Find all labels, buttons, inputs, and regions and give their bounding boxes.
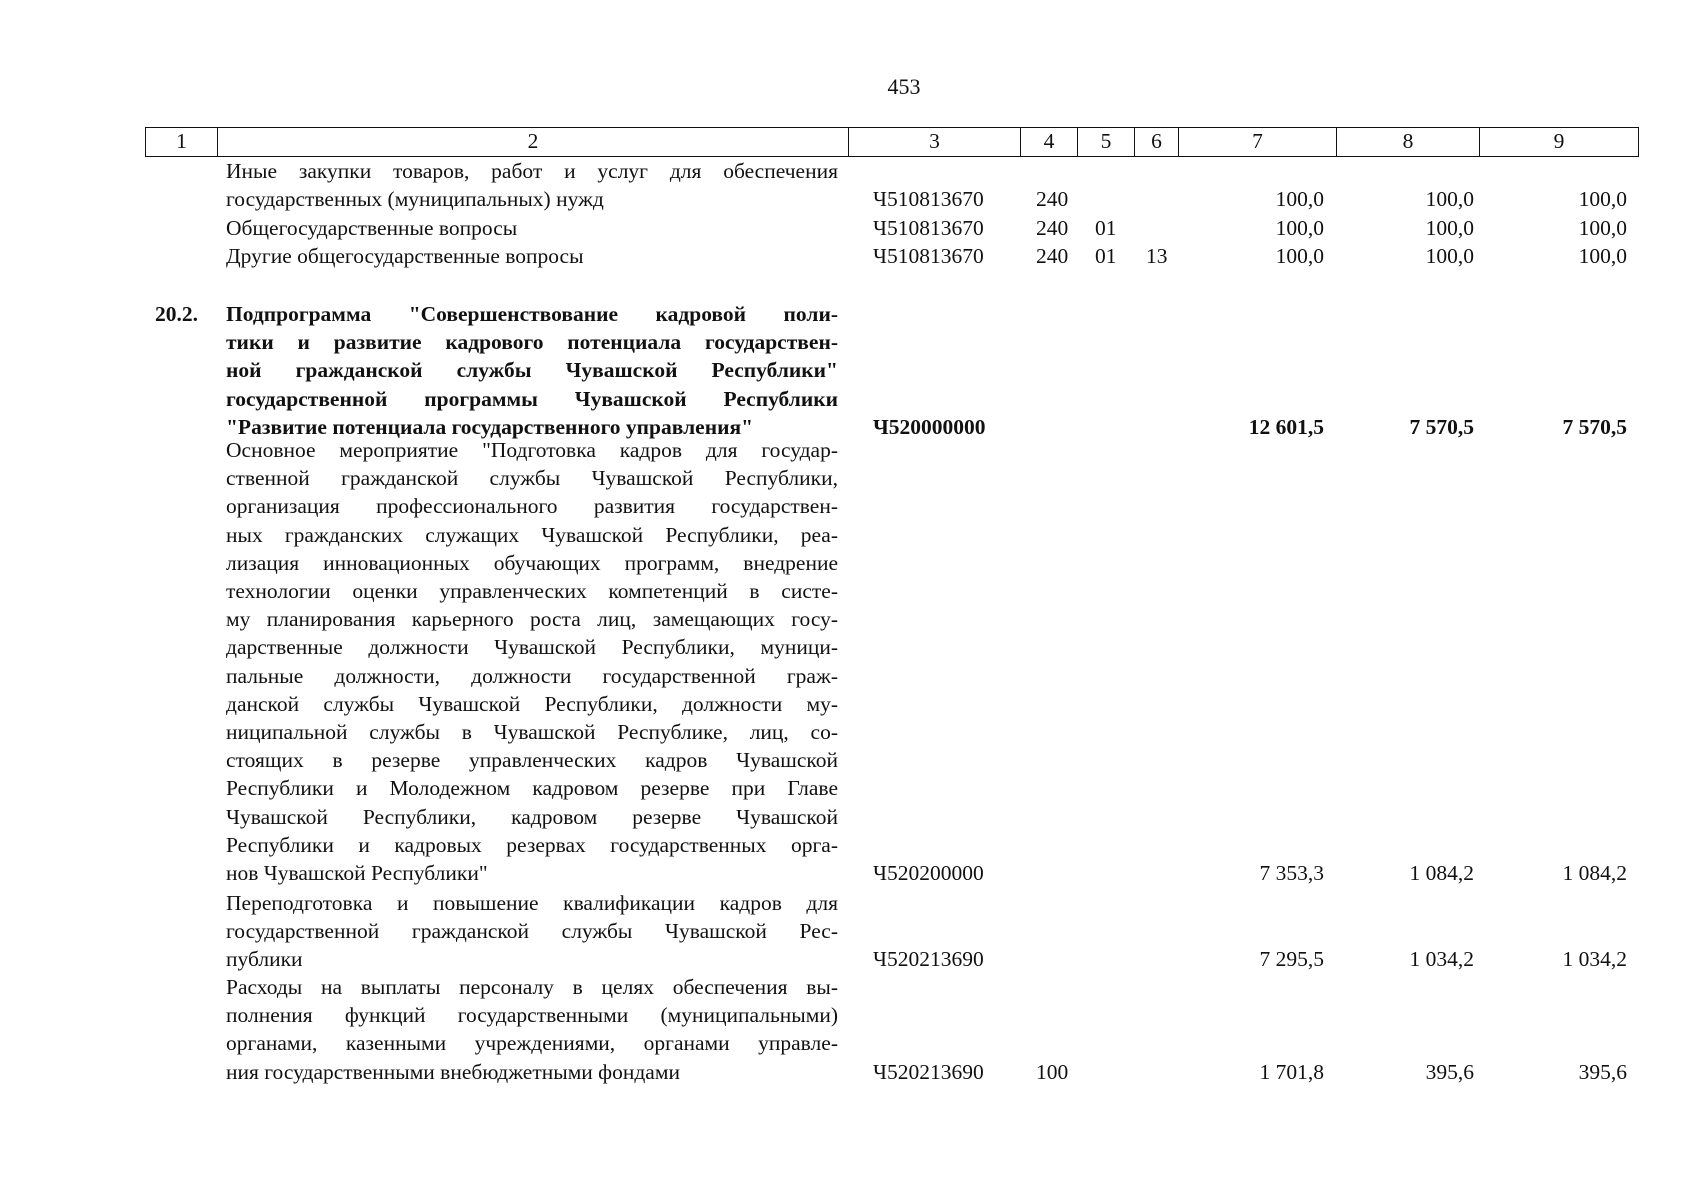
row-description	[226, 214, 838, 242]
row-description	[226, 436, 838, 887]
amount-col-8: 1 034,2	[1409, 947, 1474, 972]
budget-code: Ч510813670	[873, 244, 984, 268]
section-code: 01	[1095, 216, 1117, 240]
description-line: Переподготовка и повышение квалификации кадров для	[226, 891, 838, 915]
description-line: му планирования карьерного роста лиц, замещающих госу-	[226, 607, 838, 632]
expense-type: 240	[1036, 187, 1069, 212]
amount-col-9: 1 084,2	[1562, 861, 1627, 885]
description-line: ной гражданской службы Чувашской Республики"	[226, 358, 838, 383]
row-description	[226, 889, 838, 974]
row-description	[226, 157, 838, 213]
amount-col-9: 395,6	[1578, 1059, 1627, 1084]
description-line: государственной программы Чувашской Республики	[226, 386, 838, 411]
expense-type: 240	[1036, 216, 1069, 240]
description-line: Чувашской Республики, кадровом резерве Чувашской	[226, 804, 838, 829]
section-code: 01	[1095, 244, 1117, 268]
header-col-8: 8	[1337, 128, 1480, 156]
amount-col-7: 100,0	[1275, 187, 1324, 212]
header-col-1: 1	[146, 128, 218, 156]
description-line: ных гражданских служащих Чувашской Республики, реа-	[226, 522, 838, 547]
description-line: стоящих в резерве управленческих кадров Чувашской	[226, 748, 838, 773]
description-line: Общегосударственные вопросы	[226, 216, 518, 240]
subsection-code: 13	[1146, 244, 1168, 268]
page-number: 453	[887, 74, 921, 99]
description-line: Другие общегосударственные вопросы	[226, 244, 584, 268]
header-col-2: 2	[218, 128, 849, 156]
row-number: 20.2.	[155, 302, 198, 326]
amount-col-9: 1 034,2	[1562, 947, 1627, 972]
description-line: организация профессионального развития государствен-	[226, 494, 838, 519]
description-line: данской службы Чувашской Республики, должности му-	[226, 691, 838, 716]
row-description	[226, 973, 838, 1086]
description-line: Иные закупки товаров, работ и услуг для обеспечения	[226, 159, 838, 183]
amount-col-7: 1 701,8	[1259, 1059, 1324, 1084]
header-col-9: 9	[1553, 129, 1565, 153]
amount-col-7: 7 353,3	[1259, 861, 1324, 885]
header-col-6: 6	[1135, 128, 1179, 156]
table-header	[145, 127, 1639, 157]
amount-col-9: 100,0	[1578, 216, 1627, 240]
description-line: технологии оценки управленческих компетенций в систе-	[226, 579, 838, 604]
budget-code: Ч520213690	[873, 1059, 984, 1084]
description-line: Республики и кадровых резервах государственных орга-	[226, 832, 838, 857]
budget-code: Ч520200000	[873, 861, 984, 885]
description-line: государственных (муниципальных) нужд	[226, 187, 604, 212]
amount-col-7: 100,0	[1275, 216, 1324, 240]
description-line: Республики и Молодежном кадровом резерве при Главе	[226, 776, 838, 801]
header-col-3: 3	[849, 128, 1021, 156]
description-line: Расходы на выплаты персоналу в целях обеспечения вы-	[226, 975, 838, 999]
budget-code: Ч510813670	[873, 216, 984, 240]
description-line: Подпрограмма "Совершенствование кадровой поли-	[226, 302, 838, 326]
expense-type: 100	[1036, 1059, 1069, 1084]
description-line: дарственные должности Чувашской Республики, муници-	[226, 635, 838, 660]
description-line: ственной гражданской службы Чувашской Республики,	[226, 466, 838, 491]
amount-col-8: 7 570,5	[1409, 414, 1474, 439]
amount-col-8: 100,0	[1425, 187, 1474, 212]
expense-type: 240	[1036, 244, 1069, 268]
row-description	[226, 300, 838, 441]
header-col-4: 4	[1021, 128, 1078, 156]
amount-col-9: 100,0	[1578, 244, 1627, 268]
budget-code: Ч510813670	[873, 187, 984, 212]
amount-col-9: 100,0	[1578, 187, 1627, 212]
amount-col-8: 395,6	[1425, 1059, 1474, 1084]
description-line: органами, казенными учреждениями, органами управле-	[226, 1031, 838, 1056]
description-line: полнения функций государственными (муниципальными)	[226, 1003, 838, 1028]
description-line: пальные должности, должности государственной граж-	[226, 663, 838, 688]
amount-col-9: 7 570,5	[1562, 414, 1627, 439]
description-line: государственной гражданской службы Чувашской Рес-	[226, 919, 838, 944]
amount-col-8: 100,0	[1425, 216, 1474, 240]
description-line: "Развитие потенциала государственного управления"	[226, 414, 754, 439]
description-line: ния государственными внебюджетными фондами	[226, 1059, 680, 1084]
amount-col-7: 12 601,5	[1248, 414, 1324, 439]
header-col-5: 5	[1078, 128, 1135, 156]
row-description	[226, 242, 838, 270]
description-line: тики и развитие кадрового потенциала государствен-	[226, 330, 838, 355]
amount-col-8: 100,0	[1425, 244, 1474, 268]
amount-col-7: 100,0	[1275, 244, 1324, 268]
header-col-7: 7	[1179, 128, 1337, 156]
description-line: Основное мероприятие "Подготовка кадров для государ-	[226, 438, 838, 462]
budget-code: Ч520213690	[873, 947, 984, 972]
amount-col-7: 7 295,5	[1259, 947, 1324, 972]
description-line: нов Чувашской Республики"	[226, 861, 488, 886]
description-line: лизация инновационных обучающих программ, внедрение	[226, 550, 838, 575]
description-line: публики	[226, 947, 303, 972]
description-line: ниципальной службы в Чувашской Республике, лиц, со-	[226, 720, 838, 745]
budget-code: Ч520000000	[873, 414, 986, 439]
amount-col-8: 1 084,2	[1409, 861, 1474, 885]
